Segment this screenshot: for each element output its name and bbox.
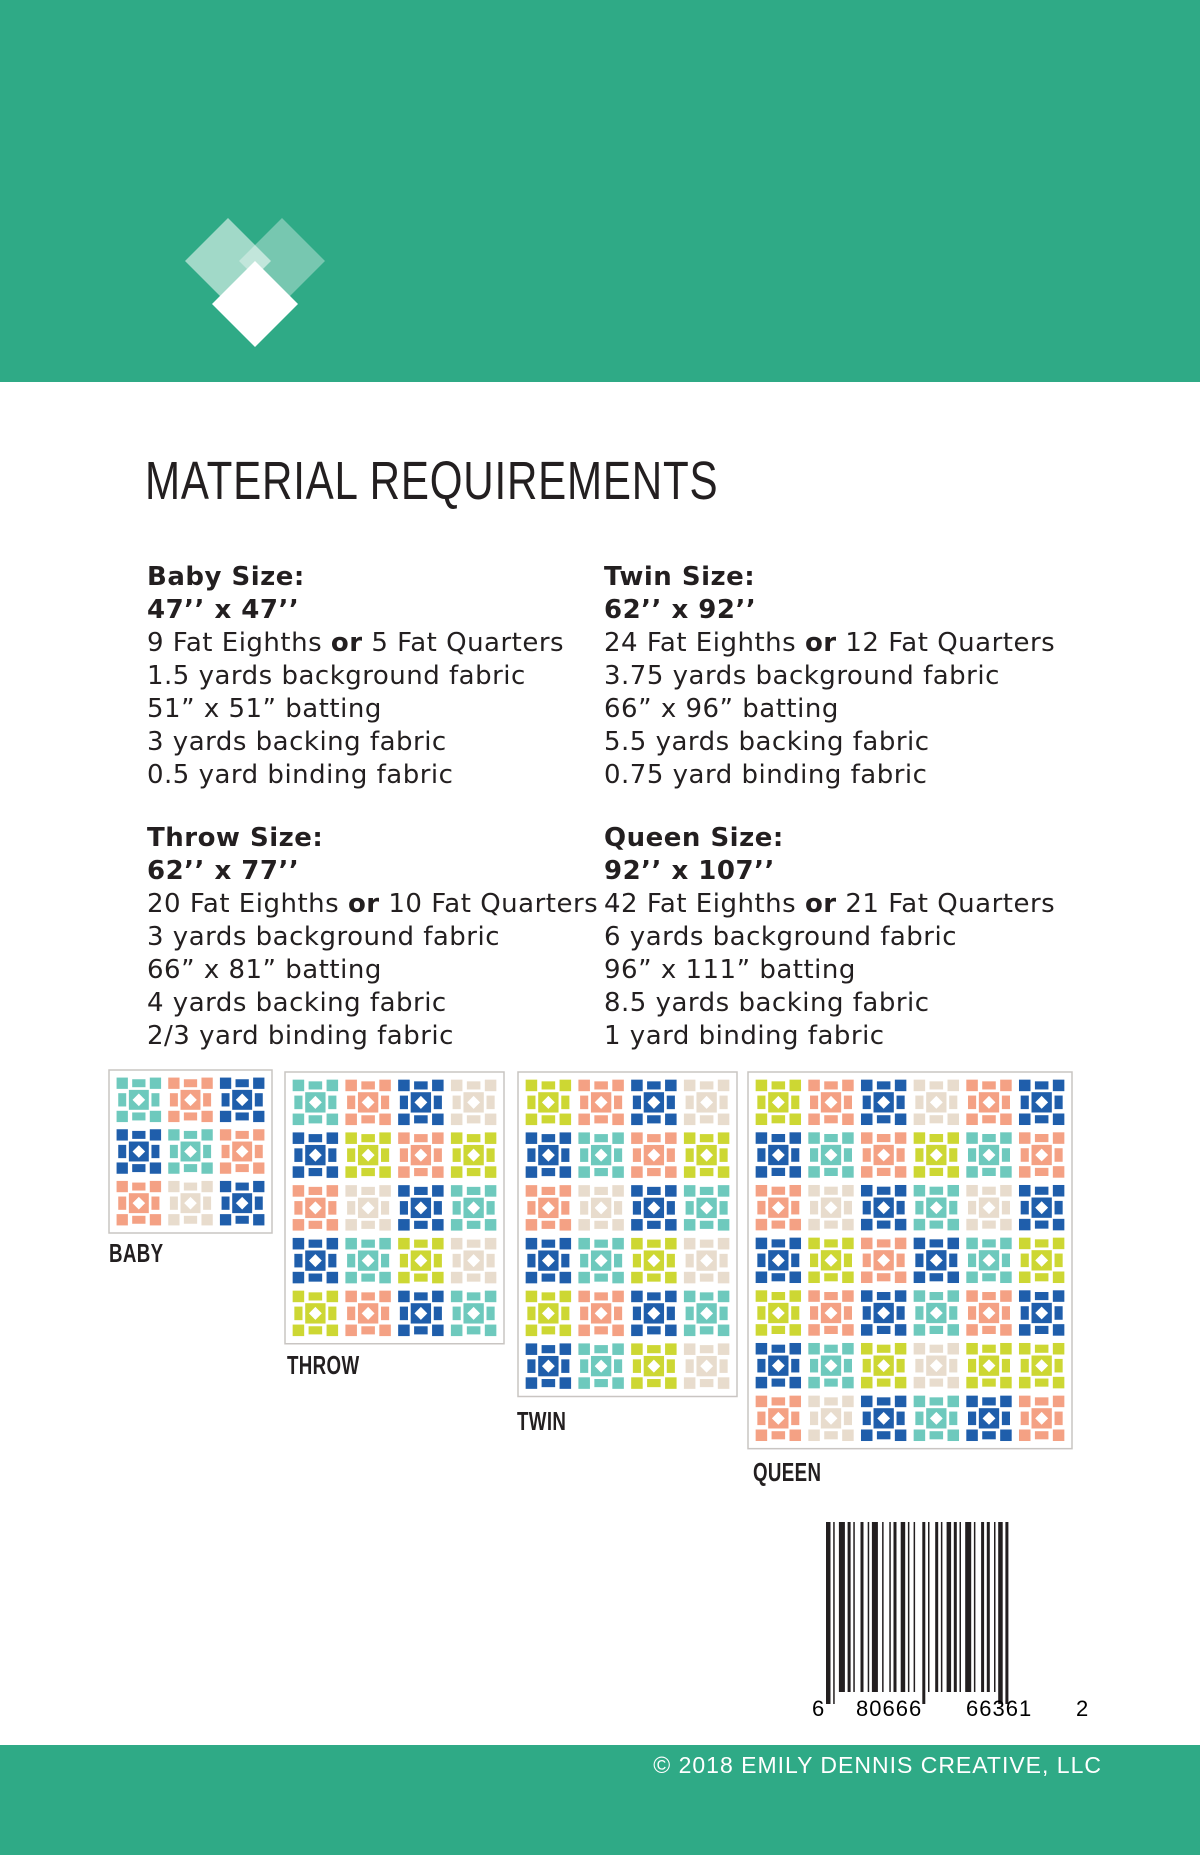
fat-eighths-count: 24 Fat Eighths (604, 628, 797, 658)
quilt-block (860, 1184, 907, 1231)
fat-quarters-count: 5 Fat Quarters (371, 628, 565, 658)
barcode-group-a: 80666 (856, 1696, 923, 1721)
quilt-block (1018, 1237, 1065, 1284)
barcode (812, 1522, 1096, 1722)
quilt-block (755, 1395, 802, 1442)
quilt-block (860, 1342, 907, 1389)
size-name: Twin Size: (604, 562, 756, 592)
batting-line: 66” x 81” batting (147, 955, 382, 985)
quilt-block (1018, 1184, 1065, 1231)
quilt-block (450, 1184, 497, 1231)
fat-eighths-count: 9 Fat Eighths (147, 628, 323, 658)
quilt-block (116, 1128, 163, 1175)
quilt-block (860, 1079, 907, 1126)
quilt-block (525, 1237, 572, 1284)
quilt-block (860, 1289, 907, 1336)
quilt-block (965, 1079, 1012, 1126)
quilt-block (577, 1184, 624, 1231)
size-dimensions: 62’’ x 92’’ (604, 595, 757, 625)
quilt-block (630, 1131, 677, 1178)
backing-line: 8.5 yards backing fabric (604, 988, 930, 1018)
quilt-block (116, 1180, 163, 1227)
quilt-throw (285, 1072, 504, 1344)
quilt-block (913, 1237, 960, 1284)
quilt-block (525, 1131, 572, 1178)
background-line: 1.5 yards background fabric (147, 661, 526, 691)
batting-line: 66” x 96” batting (604, 694, 839, 724)
quilt-block (1018, 1289, 1065, 1336)
quilt-block (683, 1079, 730, 1126)
quilt-block (965, 1395, 1012, 1442)
background-line: 3 yards background fabric (147, 922, 501, 952)
or-word: or (804, 889, 837, 919)
quilt-block (450, 1290, 497, 1337)
quilt-block (913, 1079, 960, 1126)
quilt-block (1018, 1079, 1065, 1126)
quilt-block (292, 1237, 339, 1284)
quilt-block (344, 1237, 391, 1284)
barcode-bars (826, 1522, 1008, 1704)
quilt-block (860, 1131, 907, 1178)
quilt-block (167, 1128, 214, 1175)
quilt-block (913, 1184, 960, 1231)
size-name: Throw Size: (147, 823, 324, 853)
quilt-block (525, 1290, 572, 1337)
quilt-block (913, 1395, 960, 1442)
quilt-block (683, 1237, 730, 1284)
quilt-block (577, 1237, 624, 1284)
quilt-block (219, 1077, 266, 1124)
quilt-block (219, 1180, 266, 1227)
quilt-block (344, 1184, 391, 1231)
barcode-group-b: 66361 (966, 1696, 1033, 1721)
quilt-block (577, 1131, 624, 1178)
fat-quarters-count: 10 Fat Quarters (388, 889, 599, 919)
fat-eighths-count: 42 Fat Eighths (604, 889, 797, 919)
size-dimensions: 62’’ x 77’’ (147, 856, 300, 886)
or-word: or (347, 889, 380, 919)
quilt-label-queen: QUEEN (753, 1457, 822, 1487)
quilt-block (525, 1184, 572, 1231)
quilt-block (450, 1079, 497, 1126)
quilt-block (577, 1079, 624, 1126)
quilt-block (807, 1237, 854, 1284)
quilt-block (683, 1131, 730, 1178)
quilt-block (397, 1290, 444, 1337)
quilt-block (344, 1290, 391, 1337)
quilt-block (450, 1237, 497, 1284)
background-line: 6 yards background fabric (604, 922, 958, 952)
or-word: or (804, 628, 837, 658)
quilt-label-baby: BABY (109, 1238, 164, 1268)
quilt-block (116, 1077, 163, 1124)
quilt-block (913, 1131, 960, 1178)
quilt-block (167, 1077, 214, 1124)
quilt-block (683, 1184, 730, 1231)
quilt-block (1018, 1131, 1065, 1178)
quilt-block (807, 1079, 854, 1126)
quilt-queen (748, 1072, 1072, 1449)
quilt-block (913, 1342, 960, 1389)
quilt-block (397, 1131, 444, 1178)
size-name: Queen Size: (604, 823, 784, 853)
fat-eighths-count: 20 Fat Eighths (147, 889, 340, 919)
quilt-block (630, 1184, 677, 1231)
quilt-block (1018, 1395, 1065, 1442)
page-title: MATERIAL REQUIREMENTS (145, 451, 719, 511)
background-line: 3.75 yards background fabric (604, 661, 1000, 691)
quilt-block (630, 1290, 677, 1337)
size-dimensions: 47’’ x 47’’ (147, 595, 300, 625)
backing-line: 4 yards backing fabric (147, 988, 447, 1018)
quilt-block (807, 1131, 854, 1178)
quilt-block (965, 1342, 1012, 1389)
quilt-block (1018, 1342, 1065, 1389)
quilt-baby (109, 1070, 272, 1233)
quilt-block (807, 1289, 854, 1336)
quilt-block (807, 1395, 854, 1442)
quilt-block (344, 1131, 391, 1178)
quilt-block (397, 1237, 444, 1284)
quilt-block (755, 1237, 802, 1284)
quilt-block (755, 1342, 802, 1389)
quilt-block (219, 1128, 266, 1175)
quilt-block (630, 1237, 677, 1284)
quilt-block (755, 1184, 802, 1231)
quilt-block (525, 1079, 572, 1126)
barcode-lead-digit: 6 (812, 1696, 825, 1721)
quilt-block (913, 1289, 960, 1336)
quilt-block (577, 1342, 624, 1389)
batting-line: 96” x 111” batting (604, 955, 856, 985)
quilt-block (630, 1079, 677, 1126)
binding-line: 1 yard binding fabric (604, 1021, 885, 1051)
quilt-block (525, 1342, 572, 1389)
backing-line: 5.5 yards backing fabric (604, 727, 930, 757)
copyright: © 2018 EMILY DENNIS CREATIVE, LLC (653, 1752, 1102, 1778)
binding-line: 0.75 yard binding fabric (604, 760, 928, 790)
quilt-block (965, 1184, 1012, 1231)
binding-line: 0.5 yard binding fabric (147, 760, 454, 790)
quilt-block (292, 1131, 339, 1178)
quilt-block (292, 1290, 339, 1337)
quilt-block (397, 1079, 444, 1126)
quilt-block (450, 1131, 497, 1178)
quilt-block (683, 1342, 730, 1389)
size-name: Baby Size: (147, 562, 305, 592)
barcode-check-digit: 2 (1076, 1696, 1089, 1721)
binding-line: 2/3 yard binding fabric (147, 1021, 454, 1051)
batting-line: 51” x 51” batting (147, 694, 382, 724)
or-word: or (330, 628, 363, 658)
quilt-block (755, 1131, 802, 1178)
quilt-block (755, 1079, 802, 1126)
quilt-block (577, 1290, 624, 1337)
quilt-block (807, 1342, 854, 1389)
quilt-label-twin: TWIN (517, 1406, 567, 1436)
quilt-block (683, 1290, 730, 1337)
quilt-block (344, 1079, 391, 1126)
quilt-block (860, 1395, 907, 1442)
quilt-label-throw: THROW (287, 1350, 360, 1380)
quilt-block (292, 1184, 339, 1231)
quilt-block (630, 1342, 677, 1389)
quilt-block (965, 1131, 1012, 1178)
quilt-block (755, 1289, 802, 1336)
backing-line: 3 yards backing fabric (147, 727, 447, 757)
quilt-block (807, 1184, 854, 1231)
quilt-block (167, 1180, 214, 1227)
fat-quarters-count: 21 Fat Quarters (845, 889, 1056, 919)
quilt-block (292, 1079, 339, 1126)
quilt-block (397, 1184, 444, 1231)
size-dimensions: 92’’ x 107’’ (604, 856, 775, 886)
quilt-block (860, 1237, 907, 1284)
quilt-block (965, 1237, 1012, 1284)
fat-quarters-count: 12 Fat Quarters (845, 628, 1056, 658)
quilt-twin (518, 1072, 737, 1397)
quilt-block (965, 1289, 1012, 1336)
